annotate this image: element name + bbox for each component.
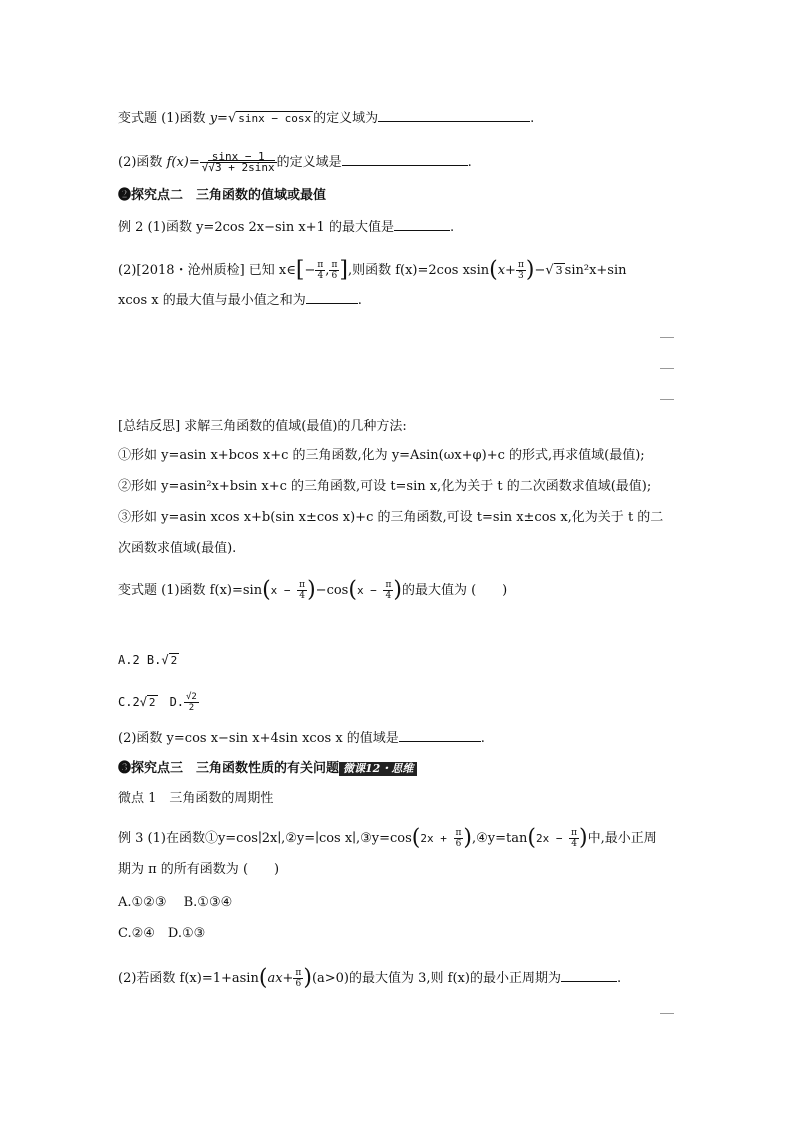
answer-blank[interactable]	[342, 152, 468, 166]
answer-blank[interactable]	[561, 968, 617, 982]
variant1-q1: 变式题 (1)函数 y=√ sinx − cosx 的定义域为 .	[118, 108, 534, 129]
answer-blank[interactable]	[378, 108, 530, 122]
summary-item-2: ②形如 y=asin²x+bsin x+c 的三角函数,可设 t=sin x,化为关于 t 的二次函数求值域(最值);	[118, 479, 652, 494]
summary-head: [总结反思] 求解三角函数的值域(最值)的几种方法:	[118, 419, 407, 434]
answer-blank[interactable]	[306, 290, 358, 304]
margin-dash	[660, 368, 674, 369]
example2-q1: 例 2 (1)函数 y=2cos 2x−sin x+1 的最大值是 .	[118, 217, 454, 238]
choices-ab-2: A.①②③ B.①③④	[118, 895, 233, 910]
summary-item-1: ①形如 y=asin x+bcos x+c 的三角函数,化为 y=Asin(ωx+φ)+c 的形式,再求值域(最值);	[118, 448, 645, 463]
example3-q1: 例 3 (1)在函数①y=cos∣2x∣,②y=∣cos x∣,③y=cos(2x + $\frac{\pi}{6}$ ),④y=tan(2x − $\frac{\pi}{4}$ )中,最小正周	[118, 825, 657, 851]
fraction: $\frac{\sin x - 1}{√√3 + 2\sin x}$	[201, 150, 275, 174]
sqrt-sign: √ sinx − cosx	[227, 111, 312, 126]
margin-dash	[660, 399, 674, 400]
section-3-heading: ❸探究点三 三角函数性质的有关问题 微课12・思维	[118, 759, 417, 779]
answer-blank[interactable]	[399, 728, 481, 742]
choices-cd: C.2√ 2 D. $\frac{√2}{2}$	[118, 692, 197, 713]
choices-ab: A.2 B.√ 2	[118, 653, 178, 667]
variant2-q2: (2)函数 y=cos x−sin x+4sin xcos x 的值域是 .	[118, 728, 485, 749]
summary-item-3-cont: 次函数求值域(最值).	[118, 541, 237, 556]
section-2-heading: ❷探究点二 三角函数的值域或最值	[118, 188, 327, 203]
answer-blank[interactable]	[394, 217, 450, 231]
example2-q2-cont: xcos x 的最大值与最小值之和为 .	[118, 290, 362, 311]
summary-item-3: ③形如 y=asin xcos x+b(sin x±cos x)+c 的三角函数,可设 t=sin x±cos x,化为关于 t 的二	[118, 510, 664, 525]
margin-dash	[660, 337, 674, 338]
section-marker-icon: ❷	[118, 188, 132, 203]
margin-dash	[660, 1013, 674, 1014]
variant1-q2: (2)函数 f(x)= $\frac{\sin x - 1}{√√3 + 2\sin x}$ 的定义域是 .	[118, 150, 472, 174]
section-marker-icon: ❸	[118, 761, 132, 776]
subpoint-1: 微点 1 三角函数的周期性	[118, 791, 274, 806]
example3-q1-cont: 期为 π 的所有函数为 ( )	[118, 862, 280, 877]
sqrt-sign: √ 3	[545, 263, 563, 278]
variant2-q1: 变式题 (1)函数 f(x)=sin(x − $\frac{\pi}{4}$ )−cos(x − $\frac{\pi}{4}$ )的最大值为 ( )	[118, 577, 508, 603]
example2-q2: (2)[2018・沧州质检] 已知 x∈[− $\frac{\pi}{4}$ , $\frac{\pi}{6}$ ],则函数 f(x)=2cos xsin(x+ $\frac{\pi}{3}$ )−√ 3 sin²x+sin	[118, 257, 627, 283]
choices-cd-2: C.②④ D.①③	[118, 926, 206, 941]
example3-q2: (2)若函数 f(x)=1+asin(ax+ $\frac{\pi}{6}$ )(a>0)的最大值为 3,则 f(x)的最小正周期为 .	[118, 965, 622, 991]
microlesson-badge: 微课12・思维	[339, 762, 417, 776]
